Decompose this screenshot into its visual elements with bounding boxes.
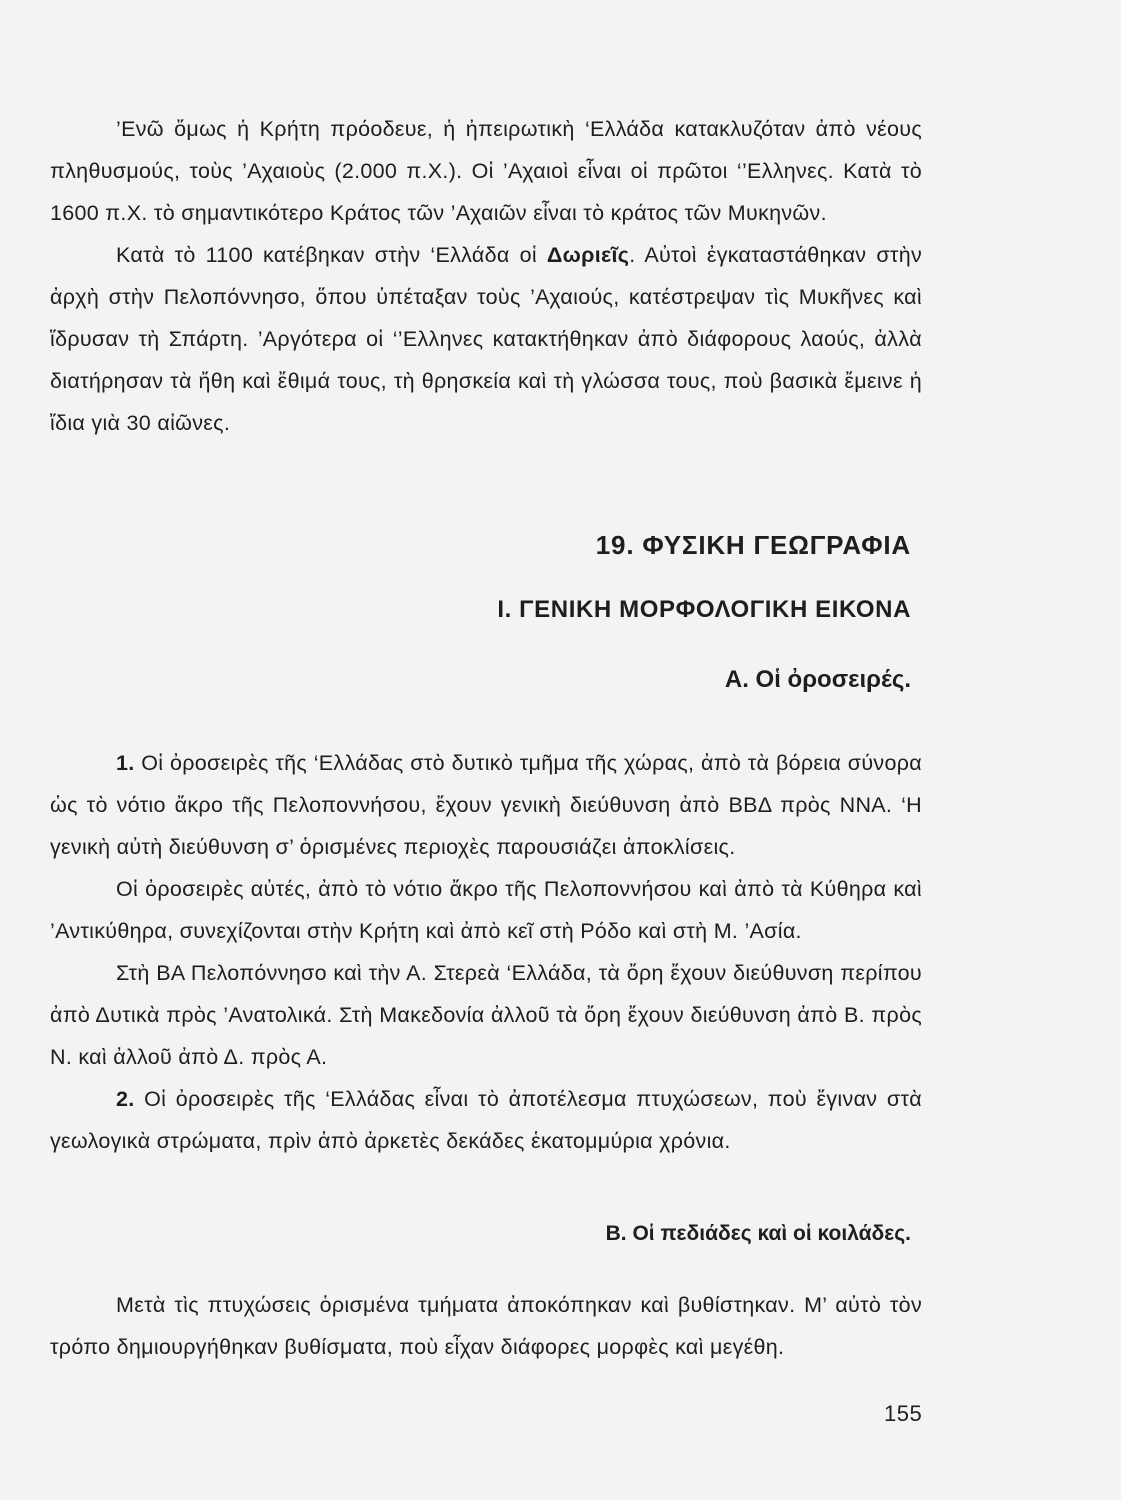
mountains-paragraph-3: Στὴ ΒΑ Πελοπόννησο καὶ τὴν Α. Στερεὰ ‘Ελλάδα, τὰ ὄρη ἔχουν διεύθυνση περίπου ἀπὸ Δυτικὰ πρὸς ’Ανατολικά. Στὴ Μακεδονία ἀλλοῦ τὰ ὄρη ἔχουν διεύθυνση ἀπὸ Β. πρὸς Ν. καὶ ἀλλοῦ ἀπὸ Δ. πρὸς Α. xyxy=(50,961,922,1069)
intro-text xyxy=(50,108,922,444)
subsection-b-title: Β. Οἱ πεδιάδες καὶ οἱ κοιλάδες. xyxy=(605,1222,911,1245)
subsection-b-text xyxy=(50,1284,922,1368)
mountains-paragraph-2: Οἱ ὀροσειρὲς αὐτές, ἀπὸ τὸ νότιο ἄκρο τῆς Πελοποννήσου καὶ ἀπὸ τὰ Κύθηρα καὶ ’Αντικύθηρα, συνεχίζονται στὴν Κρήτη καὶ ἀπὸ κεῖ στὴ Ρόδο καὶ στὴ Μ. ’Ασία. xyxy=(50,877,922,943)
mountains-paragraph-4-text: Οἱ ὀροσειρὲς τῆς ‘Ελλάδας εἶναι τὸ ἀποτέλεσμα πτυχώσεων, ποὺ ἔγιναν στὰ γεωλογικὰ στρώματα, πρὶν ἀπὸ ἀρκετὲς δεκάδες ἑκατομμύρια χρόνια. xyxy=(50,1087,922,1153)
subsection-a-text xyxy=(50,742,922,1162)
intro-paragraph-2-start: Κατὰ τὸ 1100 κατέβηκαν στὴν ‘Ελλάδα οἱ xyxy=(116,243,547,267)
intro-paragraph-2 xyxy=(50,234,922,444)
intro-paragraph-2-end: . Αὐτοὶ ἐγκαταστάθηκαν στὴν ἀρχὴ στὴν Πελοπόννησο, ὅπου ὑπέταξαν τοὺς ’Αχαιούς, κατέστρεψαν τὶς Μυκῆνες καὶ ἵδρυσαν τὴ Σπάρτη. ’Αργότερα οἱ ‘’Ελληνες κατακτήθηκαν ἀπὸ διάφορους λαούς, ἀλλὰ διατήρησαν τὰ ἤθη καὶ ἔθιμά τους, τὴ θρησκεία καὶ τὴ γλώσσα τους, ποὺ βασικὰ ἔμεινε ἡ ἴδια γιὰ 30 αἰῶνες. xyxy=(50,243,923,435)
mountains-paragraph-1 xyxy=(50,742,922,868)
mountains-paragraph-4 xyxy=(50,1078,922,1162)
chapter-title: 19. ΦΥΣΙΚΗ ΓΕΩΓΡΑΦΙΑ xyxy=(595,530,911,560)
subsection-a-title: Α. Οἱ ὀροσειρές. xyxy=(724,666,911,693)
mountains-paragraph-1-text: Οἱ ὀροσειρὲς τῆς ‘Ελλάδας στὸ δυτικὸ τμῆμα τῆς χώρας, ἀπὸ τὰ βόρεια σύνορα ὡς τὸ νότιο ἄκρο τῆς Πελοποννήσου, ἔχουν γενικὴ διεύθυνση ἀπὸ ΒΒΔ πρὸς ΝΝΑ. ‘Η γενικὴ αὐτὴ διεύθυνση σ’ ὁρισμένες περιοχὲς παρουσιάζει ἀποκλίσεις. xyxy=(50,751,922,859)
page-number: 155 xyxy=(884,1401,923,1426)
item-number-1: 1. xyxy=(116,751,135,775)
section-title: Ι. ΓΕΝΙΚΗ ΜΟΡΦΟΛΟΓΙΚΗ ΕΙΚΟΝΑ xyxy=(497,596,911,623)
plains-paragraph-1: Μετὰ τὶς πτυχώσεις ὁρισμένα τμήματα ἀποκόπηκαν καὶ βυθίστηκαν. Μ’ αὐτὸ τὸν τρόπο δημιουργήθηκαν βυθίσματα, ποὺ εἶχαν διάφορες μορφὲς καὶ μεγέθη. xyxy=(50,1293,922,1359)
dorians-term: Δωριεῖς xyxy=(546,243,630,267)
intro-paragraph-1: ’Ενῶ ὅμως ἡ Κρήτη πρόοδευε, ἡ ἠπειρωτικὴ ‘Ελλάδα κατακλυζόταν ἀπὸ νέους πληθυσμούς, τοὺς ’Αχαιοὺς (2.000 π.Χ.). Οἱ ’Αχαιοὶ εἶναι οἱ πρῶτοι ‘’Ελληνες. Κατὰ τὸ 1600 π.Χ. τὸ σημαντικότερο Κράτος τῶν ’Αχαιῶν εἶναι τὸ κράτος τῶν Μυκηνῶν. xyxy=(50,117,922,225)
item-number-2: 2. xyxy=(116,1087,135,1111)
